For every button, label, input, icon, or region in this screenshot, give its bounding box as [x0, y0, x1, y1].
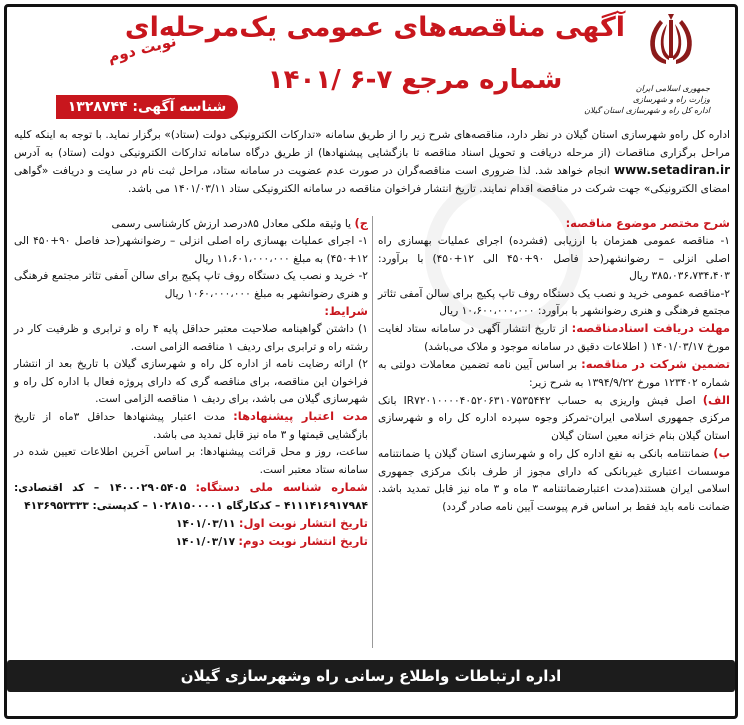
- guarantee-b-text: ضمانتنامه بانکی به نفع اداره کل راه و شهرسازی استان گیلان یا ضمانتنامه موسسات اعتباری غیربانکی که دارای مجوز از طرف بانک مرکزی جمهوری اسلامی ایران هستند(مدت اعتبارضمانتنامه ۳ ماه و ۳ ماه نیز قابل تمدید باشد. ضمانت نامه باید فقط بر اساس فرم پیوست آیین نامه صادر گردد): [378, 448, 730, 513]
- tender-item-2: ۲-مناقصه عمومی خرید و نصب یک دستگاه روف تاپ پکیج برای سالن آمفی تئاتر مجتمع فرهنگی و هنری رضوانشهر با برآورد: ۱۰،۶۰۰،۰۰۰،۰۰۰ ریال: [378, 287, 730, 318]
- round-label: نوبت دوم: [105, 31, 179, 67]
- pub1-label: تاریخ انتشار نوبت اول:: [238, 515, 368, 530]
- conditions-heading: شرایط:: [324, 304, 368, 319]
- intro-text-1: اداره کل راه‌و شهرسازی استان گیلان در نظر دارد، مناقصه‌های شرح زیر را از طریق سامانه «تدارکات الکترونیکی دولت (ستاد)» برگزار نماید. با توجه به اینکه کلیه مراحل برگزاری مناقصات (از مرحله دریافت و تحویل اسناد مناقصه تا بازگشایی پیشنهادها) از طریق درگاه سامانه تدارکات الکترونیکی دولت (ستاد) به آدرس: [14, 129, 730, 159]
- national-id-heading: شماره شناسه ملی دستگاه:: [195, 480, 368, 495]
- validity-text: مدت اعتبار پیشنهادها حداقل ۳ماه از تاریخ بازگشایی قیمتها و ۳ ماه نیز قابل تمدید می باشد.: [14, 411, 368, 441]
- tender-item-1: ۱- مناقصه عمومی همزمان با ارزیابی (فشرده) اجرای عملیات بهسازی راه اصلی انزلی – رضوانشهر(حد فاصل ۹۰+۴۵۰ الی ۱۲+۴۵۰) با برآورد: ۳۸۵،۰۳۶،۷۳۴،۴۰۳ ریال: [378, 235, 730, 283]
- pub1-date: ۱۴۰۱/۰۳/۱۱: [176, 517, 236, 530]
- condition-2: ۲) ارائه رضایت نامه از اداره کل راه و شهرسازی گیلان با تاریخ بعد از انتشار فراخوان این مناقصه، برای مناقصه گری که دارای پروژه فعال با اداره کل راه و شهرسازی گیلان می باشد، برای ردیف ۱ مناقصه الزامی است.: [14, 358, 368, 406]
- opening-text: ساعت، روز و محل قرائت پیشنهادها: بر اساس آخرین اطلاعات تعیین شده در سامانه ستاد معتبر است.: [14, 446, 368, 476]
- left-column: [14, 215, 368, 552]
- intro-paragraph: [14, 127, 730, 198]
- right-column: [378, 215, 730, 516]
- guarantee-text: بر اساس آیین نامه تضمین معاملات دولتی به شماره ۱۲۳۴۰۲ مورخ ۱۳۹۴/۹/۲۲ به شرح زیر:: [378, 359, 730, 389]
- ad-header: [0, 0, 744, 125]
- deadline-text: از تاریخ انتشار آگهی در سامانه ستاد لغایت مورخ ۱۴۰۱/۰۳/۱۷ ( اطلاعات دقیق در سامانه موجود و ملاک می‌باشد): [378, 323, 730, 353]
- ad-title: آگهی مناقصه‌های عمومی یک‌مرحله‌ای: [124, 12, 625, 43]
- org-line-1: جمهوری اسلامی ایران: [635, 84, 710, 93]
- column-divider: [372, 216, 373, 648]
- setad-website: www.setadiran.ir: [613, 163, 730, 178]
- guarantee-amount-2: ۲- خرید و نصب یک دستگاه روف تاپ پکیج برای سالن آمفی تئاتر مجتمع فرهنگی و هنری رضوانشهر به مبلغ ۱۰۶۰،۰۰۰،۰۰۰ ریال: [14, 270, 368, 300]
- guarantee-c-text: یا وثیقه ملکی معادل ۸۵درصد ارزش کارشناسی رسمی: [111, 218, 352, 230]
- guarantee-amount-1: ۱- اجرای عملیات بهسازی راه اصلی انزلی – رضوانشهر(حد فاصل ۹۰+۴۵۰ الی ۱۲+۴۵۰) به مبلغ ۱۱،۶۰۱،۰۰۰،۰۰۰ ریال: [14, 235, 368, 265]
- guarantee-a-label: الف): [702, 393, 730, 408]
- intro-text-2: انجام خواهد شد. لذا ضروری است مناقصه‌گران در صورت عدم عضویت در سامانه ستاد، مراحل ثبت نام در سایت و دریافت «گواهی امضای الکترونیکی» جهت شرکت در مناقصه اقدام نمایند. تاریخ انتشار فراخوان مناقصه در سامانه الکترونیکی ستاد ۱۴۰۱/۰۳/۱۱ می باشد.: [14, 165, 730, 195]
- org-line-3: اداره کل راه و شهرسازی استان گیلان: [584, 106, 710, 115]
- pub2-label: تاریخ انتشار نوبت دوم:: [238, 534, 368, 549]
- footer-banner: اداره ارتباطات واطلاع رسانی راه وشهرسازی گیلان: [7, 660, 735, 692]
- national-id-text: ۱۴۰۰۰۲۹۰۵۴۰۵ – کد اقتصادی: ۴۱۱۱۴۱۶۹۱۷۹۸۴ – کدکارگاه ۱۰۲۸۱۵۰۰۰۰۱ – کدپستی: ۴۱۳۶۹۵۳۳۳۳: [14, 482, 368, 512]
- deadline-heading: مهلت دریافت اسنادمناقصه:: [571, 321, 731, 336]
- reference-number: شماره مرجع ۷-۶ /۱۴۰۱: [267, 65, 563, 95]
- guarantee-b-label: ب): [713, 446, 730, 461]
- pub2-date: ۱۴۰۱/۰۳/۱۷: [175, 536, 236, 549]
- iran-emblem-icon: [636, 14, 706, 86]
- org-line-2: وزارت راه و شهرسازی: [632, 95, 710, 104]
- guarantee-c-label: ج): [354, 216, 368, 230]
- ad-id-badge: شناسه آگهی: ۱۳۲۸۷۴۴: [56, 95, 238, 119]
- subject-heading: شرح مختصر موضوع مناقصه:: [565, 216, 730, 230]
- guarantee-heading: تضمین شرکت در مناقصه:: [581, 357, 731, 372]
- validity-heading: مدت اعتبار پیشنهادها:: [233, 409, 368, 424]
- condition-1: ۱) داشتن گواهینامه صلاحیت معتبر حداقل پایه ۴ راه و ترابری و ظرفیت کار در رشته راه و ترابری برای ردیف ۱ مناقصه الزامی است.: [14, 323, 368, 353]
- guarantee-a-text: اصل فیش واریزی به حساب IR۷۲۰۱۰۰۰۰۴۰۵۲۰۶۳۱۰۷۵۳۵۴۴۲ بانک مرکزی جمهوری اسلامی ایران-تمرکز وجوه سپرده اداره کل راه و شهرسازی استان گیلان بنام خزانه معین استان گیلان: [378, 395, 730, 442]
